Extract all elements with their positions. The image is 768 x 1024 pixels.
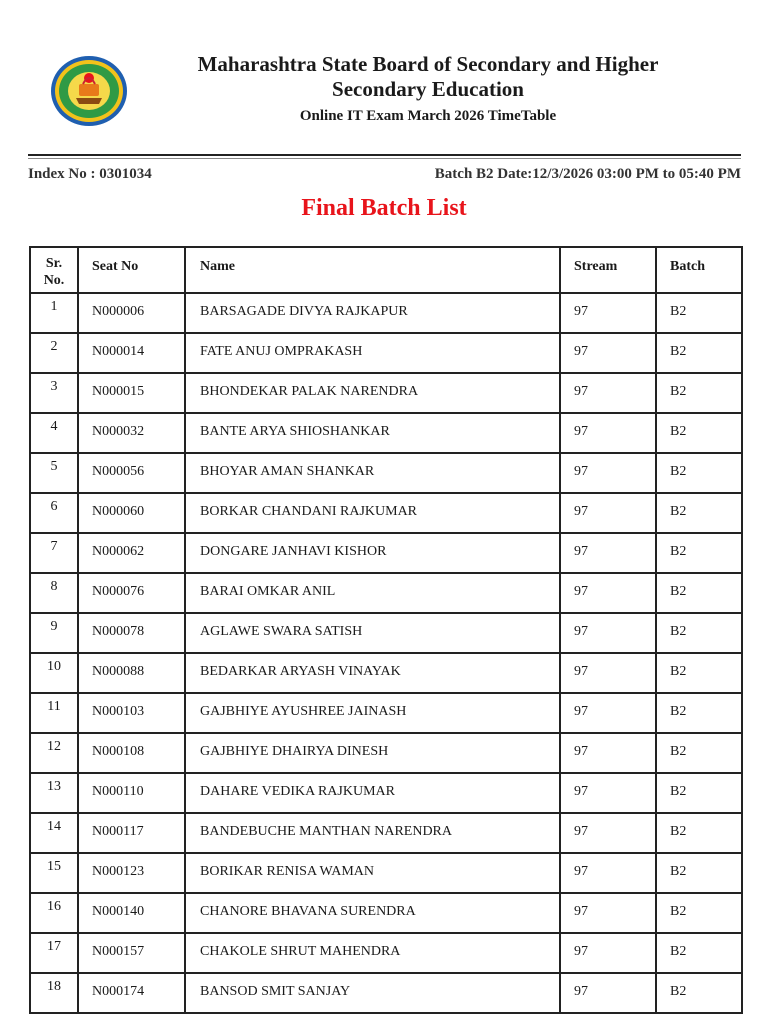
cell-batch: B2 (656, 933, 742, 973)
cell-batch: B2 (656, 853, 742, 893)
board-title (130, 52, 726, 102)
cell-name: BANDEBUCHE MANTHAN NARENDRA (185, 813, 560, 853)
cell-name: DONGARE JANHAVI KISHOR (185, 533, 560, 573)
cell-sr-no: 2 (30, 333, 78, 373)
cell-name: BHOYAR AMAN SHANKAR (185, 453, 560, 493)
cell-name: BORKAR CHANDANI RAJKUMAR (185, 493, 560, 533)
cell-name: FATE ANUJ OMPRAKASH (185, 333, 560, 373)
cell-sr-no: 3 (30, 373, 78, 413)
table-row (30, 293, 742, 333)
cell-stream: 97 (560, 933, 656, 973)
cell-sr-no: 7 (30, 533, 78, 573)
board-title-line1: Maharashtra State Board of Secondary and Higher (197, 52, 659, 76)
header-seat-no: Seat No (78, 247, 185, 293)
cell-name: CHANORE BHAVANA SURENDRA (185, 893, 560, 933)
header-name: Name (185, 247, 560, 293)
header-sr-no (30, 247, 78, 293)
table-row (30, 973, 742, 1013)
cell-batch: B2 (656, 653, 742, 693)
table-row (30, 373, 742, 413)
cell-stream: 97 (560, 293, 656, 333)
cell-sr-no: 13 (30, 773, 78, 813)
cell-name: GAJBHIYE DHAIRYA DINESH (185, 733, 560, 773)
table-row (30, 693, 742, 733)
table-row (30, 573, 742, 613)
table-row (30, 733, 742, 773)
cell-stream: 97 (560, 653, 656, 693)
cell-stream: 97 (560, 733, 656, 773)
cell-batch: B2 (656, 733, 742, 773)
cell-stream: 97 (560, 573, 656, 613)
cell-batch: B2 (656, 333, 742, 373)
cell-sr-no: 4 (30, 413, 78, 453)
cell-name: BARSAGADE DIVYA RAJKAPUR (185, 293, 560, 333)
cell-sr-no: 18 (30, 973, 78, 1013)
cell-name: BARAI OMKAR ANIL (185, 573, 560, 613)
final-batch-list-title: Final Batch List (301, 195, 467, 221)
cell-seat-no: N000062 (78, 533, 185, 573)
cell-stream: 97 (560, 493, 656, 533)
cell-seat-no: N000006 (78, 293, 185, 333)
exam-subtitle: Online IT Exam March 2026 TimeTable (299, 108, 557, 124)
table-row (30, 413, 742, 453)
cell-batch: B2 (656, 573, 742, 613)
cell-seat-no: N000088 (78, 653, 185, 693)
index-number: Index No : 0301034 (28, 166, 152, 182)
cell-batch: B2 (656, 413, 742, 453)
cell-name: BANTE ARYA SHIOSHANKAR (185, 413, 560, 453)
cell-stream: 97 (560, 693, 656, 733)
table-row (30, 813, 742, 853)
cell-batch: B2 (656, 973, 742, 1013)
cell-seat-no: N000108 (78, 733, 185, 773)
table-row (30, 933, 742, 973)
cell-stream: 97 (560, 973, 656, 1013)
cell-batch: B2 (656, 533, 742, 573)
cell-sr-no: 5 (30, 453, 78, 493)
board-seal-logo-icon (49, 54, 129, 128)
batch-table (29, 246, 743, 1014)
cell-seat-no: N000103 (78, 693, 185, 733)
table-row (30, 493, 742, 533)
cell-name: BORIKAR RENISA WAMAN (185, 853, 560, 893)
header-stream: Stream (560, 247, 656, 293)
header-batch: Batch (656, 247, 742, 293)
cell-batch: B2 (656, 693, 742, 733)
cell-seat-no: N000174 (78, 973, 185, 1013)
header-divider-thin (28, 158, 741, 159)
cell-batch: B2 (656, 893, 742, 933)
cell-sr-no: 17 (30, 933, 78, 973)
table-row (30, 773, 742, 813)
batch-date-info: Batch B2 Date:12/3/2026 03:00 PM to 05:40 PM (434, 166, 741, 182)
cell-seat-no: N000110 (78, 773, 185, 813)
header-sr-line1: Sr. (45, 256, 63, 271)
header-sr-line2: No. (43, 273, 65, 288)
cell-name: GAJBHIYE AYUSHREE JAINASH (185, 693, 560, 733)
cell-seat-no: N000060 (78, 493, 185, 533)
cell-sr-no: 15 (30, 853, 78, 893)
cell-sr-no: 10 (30, 653, 78, 693)
cell-name: BEDARKAR ARYASH VINAYAK (185, 653, 560, 693)
cell-stream: 97 (560, 373, 656, 413)
cell-seat-no: N000157 (78, 933, 185, 973)
cell-stream: 97 (560, 533, 656, 573)
cell-sr-no: 14 (30, 813, 78, 853)
cell-sr-no: 8 (30, 573, 78, 613)
cell-stream: 97 (560, 853, 656, 893)
cell-name: AGLAWE SWARA SATISH (185, 613, 560, 653)
cell-stream: 97 (560, 813, 656, 853)
cell-sr-no: 9 (30, 613, 78, 653)
cell-stream: 97 (560, 613, 656, 653)
table-row (30, 653, 742, 693)
table-row (30, 613, 742, 653)
cell-sr-no: 6 (30, 493, 78, 533)
cell-seat-no: N000076 (78, 573, 185, 613)
cell-name: DAHARE VEDIKA RAJKUMAR (185, 773, 560, 813)
cell-batch: B2 (656, 813, 742, 853)
cell-seat-no: N000078 (78, 613, 185, 653)
cell-name: BANSOD SMIT SANJAY (185, 973, 560, 1013)
cell-stream: 97 (560, 413, 656, 453)
table-row (30, 893, 742, 933)
cell-seat-no: N000015 (78, 373, 185, 413)
cell-sr-no: 12 (30, 733, 78, 773)
cell-stream: 97 (560, 453, 656, 493)
cell-batch: B2 (656, 613, 742, 653)
table-row (30, 453, 742, 493)
cell-seat-no: N000056 (78, 453, 185, 493)
table-header-row (30, 247, 742, 293)
cell-stream: 97 (560, 893, 656, 933)
cell-batch: B2 (656, 773, 742, 813)
cell-sr-no: 1 (30, 293, 78, 333)
cell-seat-no: N000140 (78, 893, 185, 933)
header-divider (28, 154, 741, 156)
cell-seat-no: N000123 (78, 853, 185, 893)
board-title-line2: Secondary Education (332, 77, 524, 101)
cell-batch: B2 (656, 493, 742, 533)
table-row (30, 853, 742, 893)
cell-sr-no: 16 (30, 893, 78, 933)
cell-seat-no: N000032 (78, 413, 185, 453)
table-row (30, 533, 742, 573)
cell-name: BHONDEKAR PALAK NARENDRA (185, 373, 560, 413)
cell-seat-no: N000014 (78, 333, 185, 373)
cell-stream: 97 (560, 333, 656, 373)
table-row (30, 333, 742, 373)
cell-batch: B2 (656, 293, 742, 333)
cell-stream: 97 (560, 773, 656, 813)
cell-seat-no: N000117 (78, 813, 185, 853)
cell-batch: B2 (656, 373, 742, 413)
cell-sr-no: 11 (30, 693, 78, 733)
cell-name: CHAKOLE SHRUT MAHENDRA (185, 933, 560, 973)
cell-batch: B2 (656, 453, 742, 493)
